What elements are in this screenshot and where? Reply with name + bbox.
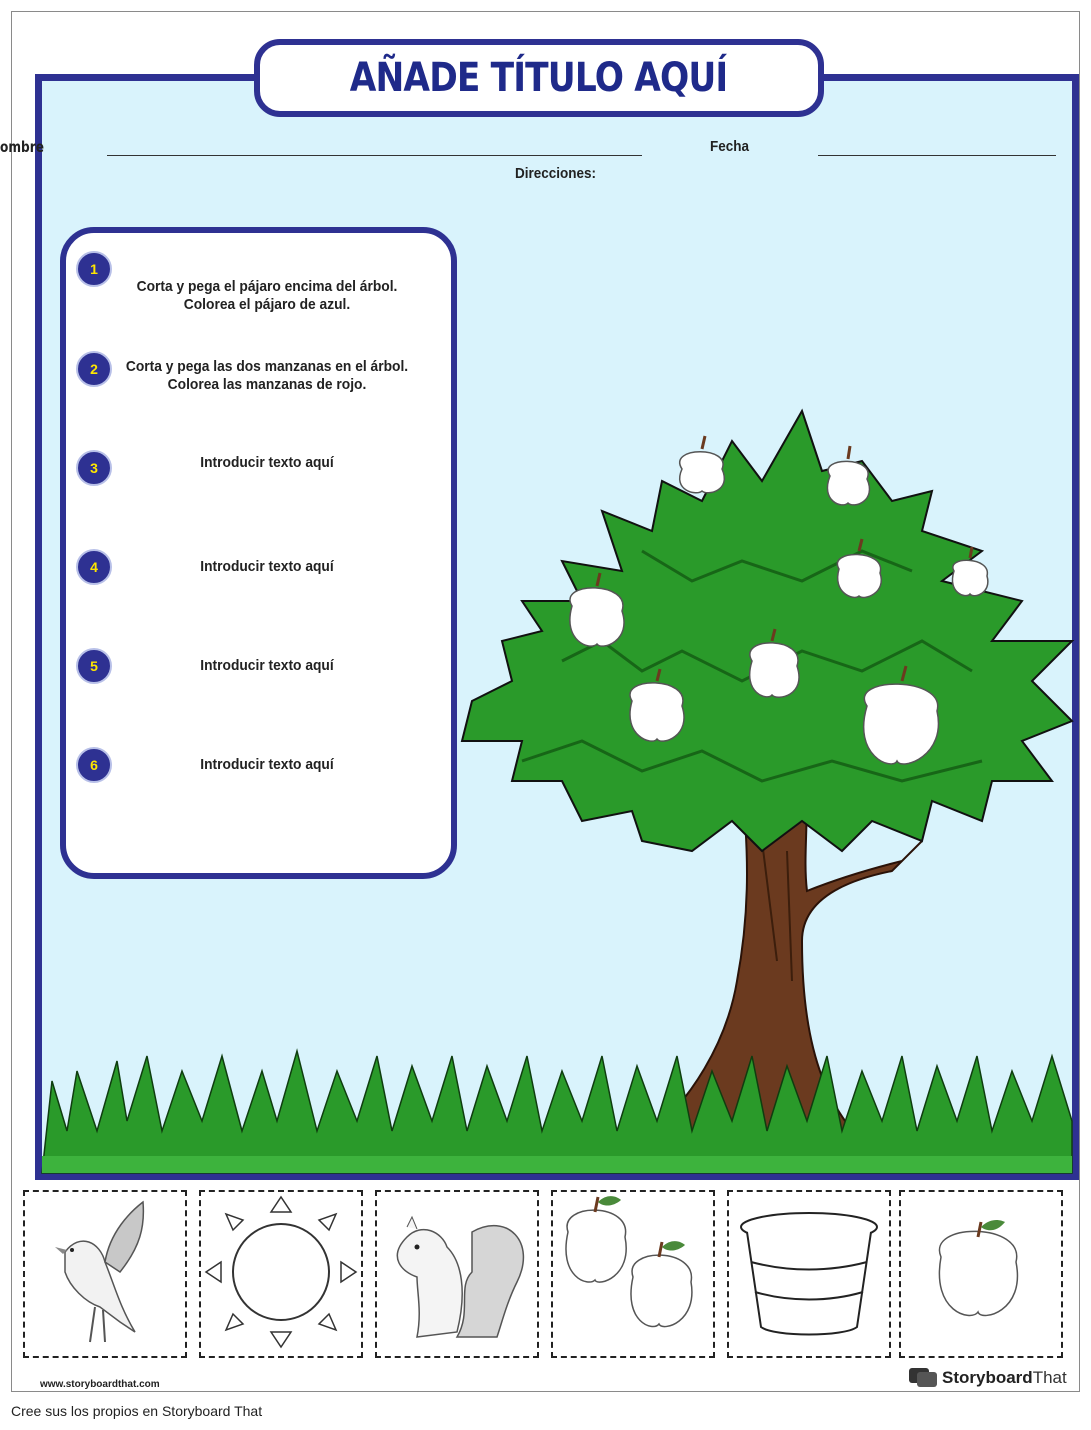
step-number-badge: 5	[76, 648, 112, 684]
name-label: ombre	[0, 138, 44, 156]
footer-url[interactable]: www.storyboardthat.com	[40, 1379, 160, 1390]
page-title[interactable]: AÑADE TÍTULO AQUÍ	[350, 55, 728, 101]
cutout-sun[interactable]	[199, 1190, 363, 1358]
step-number-badge: 3	[76, 450, 112, 486]
step-text: Introducir texto aquí	[200, 558, 334, 575]
step-line: Colorea el pájaro de azul.	[183, 296, 351, 313]
bottom-credit[interactable]: Cree sus los propios en Storyboard That	[11, 1403, 263, 1419]
step-number-badge: 1	[76, 251, 112, 287]
cutout-bird[interactable]	[23, 1190, 187, 1358]
step-text: Introducir texto aquí	[200, 657, 334, 674]
logo-text	[942, 1368, 1067, 1388]
two-apples-icon	[553, 1192, 713, 1356]
step-number-badge: 4	[76, 549, 112, 585]
directions-label: Direcciones:	[515, 165, 597, 182]
step-line: Colorea las manzanas de rojo.	[167, 376, 367, 393]
cutout-row	[12, 1190, 1081, 1358]
logo-word-1: Storyboard	[942, 1368, 1033, 1387]
basket-icon	[729, 1192, 889, 1356]
title-banner[interactable]	[254, 39, 824, 117]
logo-word-2: That	[1032, 1368, 1067, 1387]
bird-icon	[25, 1192, 185, 1356]
name-field-line[interactable]	[107, 155, 642, 156]
step-line: Corta y pega el pájaro encima del árbol.	[136, 278, 398, 295]
step-number-badge: 6	[76, 747, 112, 783]
cutout-basket[interactable]	[727, 1190, 891, 1358]
date-label: Fecha	[710, 138, 750, 155]
apple-icon	[901, 1192, 1061, 1356]
steps-panel	[60, 227, 457, 879]
worksheet-sheet	[0, 11, 1080, 1392]
step-text	[124, 358, 409, 394]
step-text	[124, 278, 409, 314]
squirrel-icon	[377, 1192, 537, 1356]
step-text: Introducir texto aquí	[200, 756, 334, 773]
step-number-badge: 2	[76, 351, 112, 387]
cutout-apple[interactable]	[899, 1190, 1063, 1358]
storyboardthat-logo[interactable]	[908, 1367, 1067, 1389]
step-text: Introducir texto aquí	[200, 454, 334, 471]
step-line: Corta y pega las dos manzanas en el árbol.	[125, 358, 409, 375]
sun-icon	[201, 1192, 361, 1356]
logo-icon	[908, 1367, 938, 1389]
date-field-line[interactable]	[818, 155, 1056, 156]
cutout-two-apples[interactable]	[551, 1190, 715, 1358]
cutout-squirrel[interactable]	[375, 1190, 539, 1358]
